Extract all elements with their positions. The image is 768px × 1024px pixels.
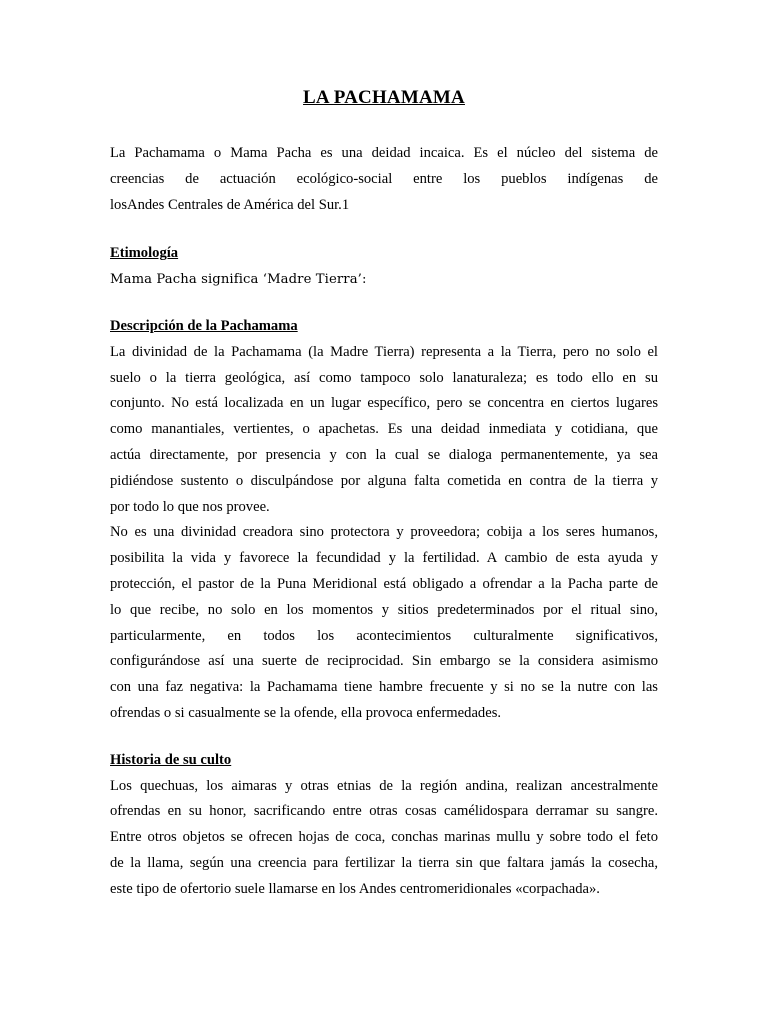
description-line: por todo lo que nos provee.	[110, 498, 270, 515]
intro-line: La Pachamama o Mama Pacha es una deidad incaica. Es el núcleo del sistema de	[110, 145, 658, 161]
description-line: pidiéndose sustento o disculpándose por alguna falta cometida en contra de la tierra y	[110, 472, 658, 489]
etymology-text: Mama Pacha significa ‘Madre Tierra’:	[110, 272, 367, 288]
description-heading: Descripción de la Pachamama	[110, 317, 298, 334]
intro-paragraph	[110, 141, 658, 218]
history-heading: Historia de su culto	[110, 751, 232, 768]
history-line: este tipo de ofertorio suele llamarse en los Andes centromeridionales «corpachada».	[110, 880, 600, 897]
description-line: No es una divinidad creadora sino protectora y proveedora; cobija a los seres humanos,	[110, 524, 658, 541]
history-line: Entre otros objetos se ofrecen hojas de coca, conchas marinas mullu y sobre todo el feto	[110, 829, 658, 846]
description-paragraph	[110, 340, 658, 727]
history-paragraph	[110, 774, 658, 903]
history-line: ofrendas en su honor, sacrificando entre otras cosas camélidospara derramar su sangre.	[110, 803, 658, 820]
document-title: LA PACHAMAMA	[303, 87, 465, 108]
etymology-heading: Etimología	[110, 245, 179, 262]
history-line: de la llama, según una creencia para fertilizar la tierra sin que faltara jamás la cosecha,	[110, 854, 658, 871]
description-line: posibilita la vida y favorece la fecundidad y la fertilidad. A cambio de esta ayuda y	[110, 550, 658, 567]
description-line: lo que recibe, no solo en los momentos y sitios predeterminados por el ritual sino,	[110, 601, 658, 618]
history-line: Los quechuas, los aimaras y otras etnias de la región andina, realizan ancestralmente	[110, 777, 658, 794]
description-line: particularmente, en todos los acontecimientos culturalmente significativos,	[110, 627, 658, 644]
description-line: ofrendas o si casualmente se la ofende, ella provoca enfermedades.	[110, 704, 502, 721]
description-line: como manantiales, vertientes, o apachetas. Es una deidad inmediata y cotidiana, que	[110, 421, 658, 438]
document-body	[110, 141, 658, 903]
description-line: suelo o la tierra geológica, así como tampoco solo lanaturaleza; es todo ello en su	[110, 369, 658, 386]
description-line: protección, el pastor de la Puna Meridional está obligado a ofrendar a la Pacha parte de	[110, 575, 658, 592]
description-line: con una faz negativa: la Pachamama tiene hambre frecuente y si no se la nutre con las	[110, 679, 658, 696]
description-line: actúa directamente, por presencia y con la cual se dialoga permanentemente, ya sea	[110, 446, 658, 463]
description-line: conjunto. No está localizada en un lugar específico, pero se concentra en ciertos lugares	[110, 395, 658, 412]
intro-line: creencias de actuación ecológico-social entre los pueblos indígenas de	[110, 170, 658, 187]
description-line: configurándose así una suerte de reciprocidad. Sin embargo se la considera asimismo	[110, 653, 658, 670]
intro-line: losAndes Centrales de América del Sur.1	[110, 196, 350, 213]
description-line: La divinidad de la Pachamama (la Madre Tierra) representa a la Tierra, pero no solo el	[110, 343, 658, 360]
